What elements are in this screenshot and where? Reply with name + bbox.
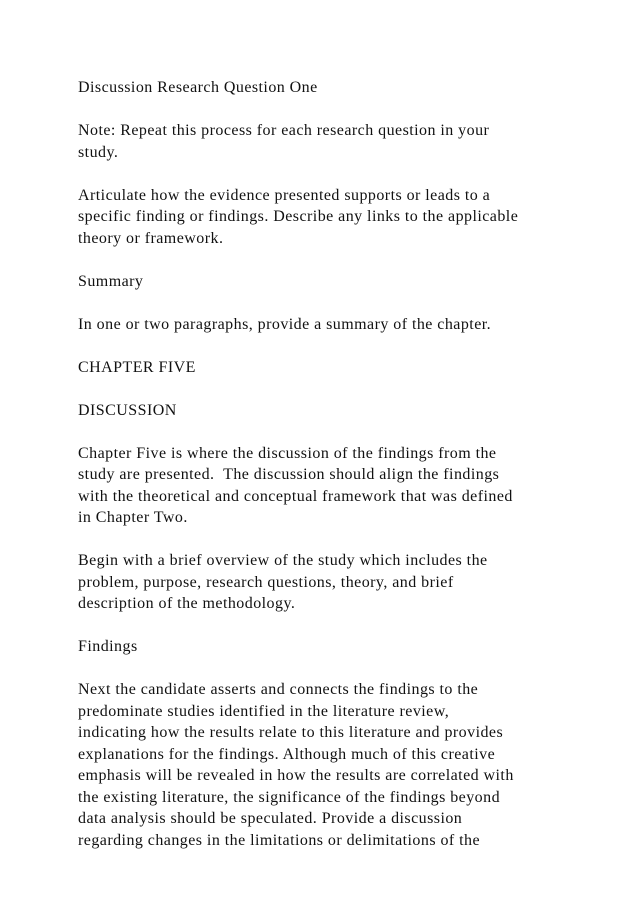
text-line: emphasis will be revealed in how the results are correlated with xyxy=(78,767,514,784)
text-line: study are presented. The discussion should align the findings xyxy=(78,466,500,483)
text-line: indicating how the results relate to this literature and provides xyxy=(78,724,504,741)
text-line: predominate studies identified in the literature review, xyxy=(78,702,450,720)
heading-chapter-five xyxy=(78,357,578,379)
text-line: study. xyxy=(78,143,119,161)
text-line: data analysis should be speculated. Provide a discussion xyxy=(78,810,463,827)
text-line: Note: Repeat this process for each research question in your xyxy=(78,122,490,139)
text-line: CHAPTER FIVE xyxy=(78,358,196,376)
text-line: with the theoretical and conceptual framework that was defined xyxy=(78,487,513,505)
heading-discussion xyxy=(78,400,578,422)
text-line: Chapter Five is where the discussion of the findings from the xyxy=(78,444,497,462)
text-line: in Chapter Two. xyxy=(78,509,188,526)
text-line: problem, purpose, research questions, theory, and brief xyxy=(78,573,454,591)
text-line: Next the candidate asserts and connects the findings to the xyxy=(78,681,479,698)
text-line: DISCUSSION xyxy=(78,401,177,419)
text-line: Begin with a brief overview of the study which includes the xyxy=(78,552,488,569)
document-body xyxy=(78,77,578,873)
paragraph-findings xyxy=(78,679,578,851)
text-line: explanations for the findings. Although much of this creative xyxy=(78,745,496,763)
text-line: the existing literature, the significance of the findings beyond xyxy=(78,788,501,806)
paragraph-note xyxy=(78,120,578,163)
text-line: Summary xyxy=(78,272,144,290)
text-line: Findings xyxy=(78,638,138,655)
text-line: In one or two paragraphs, provide a summary of the chapter. xyxy=(78,315,492,333)
paragraph-overview xyxy=(78,550,578,615)
paragraph-summary-instruction xyxy=(78,314,578,336)
heading-findings xyxy=(78,636,578,658)
text-line: regarding changes in the limitations or delimitations of the xyxy=(78,831,481,849)
paragraph-chapter-five-intro xyxy=(78,443,578,529)
text-line: specific finding or findings. Describe any links to the applicable xyxy=(78,208,519,225)
text-line: theory or framework. xyxy=(78,229,224,247)
heading-discussion-research-question-one xyxy=(78,77,578,99)
paragraph-articulate xyxy=(78,185,578,250)
text-line: description of the methodology. xyxy=(78,595,296,612)
text-line: Discussion Research Question One xyxy=(78,79,318,96)
text-line: Articulate how the evidence presented supports or leads to a xyxy=(78,186,491,204)
heading-summary xyxy=(78,271,578,293)
